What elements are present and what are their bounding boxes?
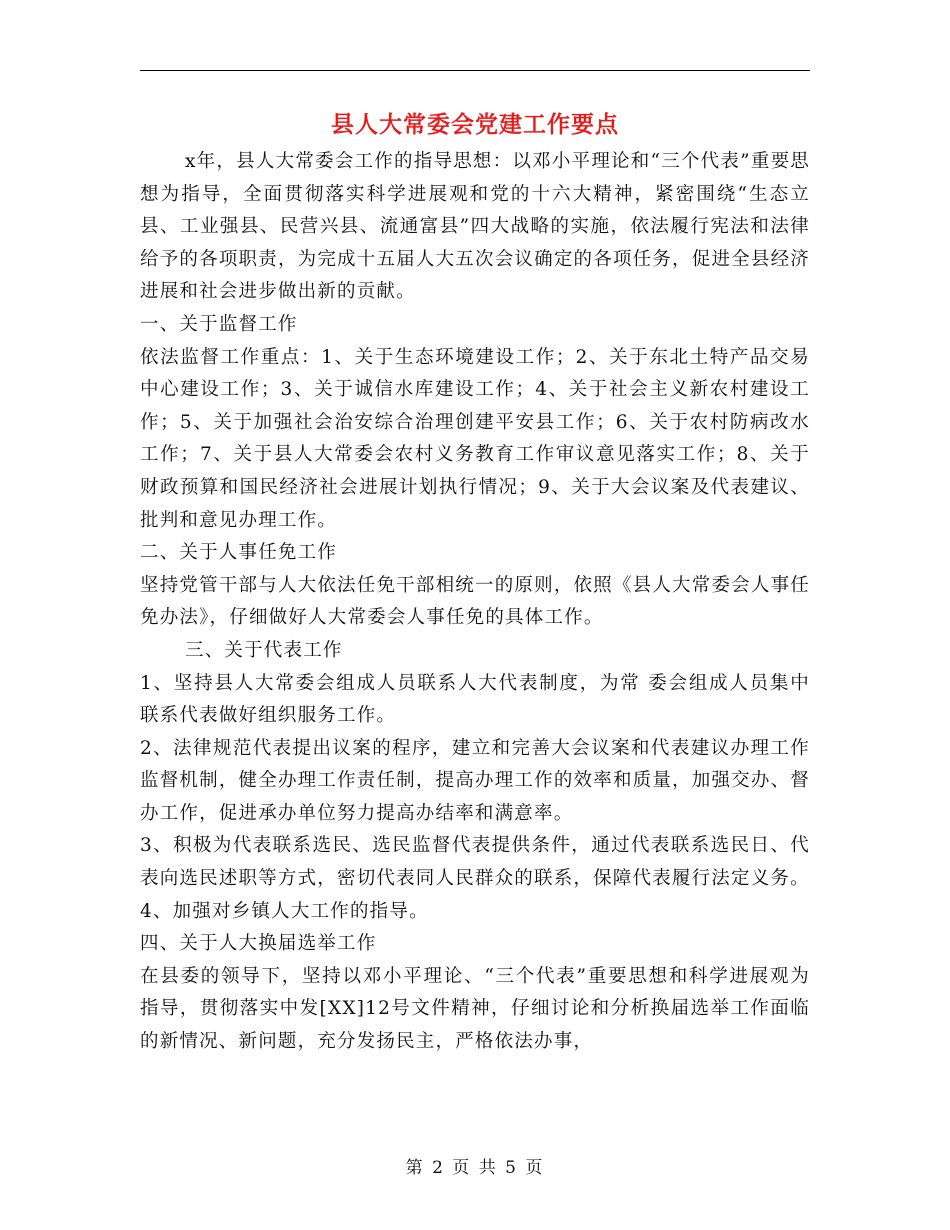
- document-title: 县人大常委会党建工作要点: [331, 111, 619, 138]
- document-body: [140, 146, 810, 1059]
- deputies-item-4: 4、加强对乡镇人大工作的指导。: [140, 900, 429, 922]
- deputies-item-2: 2、法律规范代表提出议案的程序，建立和完善大会议案和代表建议办理工作监督机制，健全办理工作责任制，提高办理工作的效率和质量，加强交办、督办工作，促进承办单位努力提高办结率和满意率。: [140, 737, 810, 824]
- header-rule: [140, 70, 810, 71]
- deputies-item-3: 3、积极为代表联系选民、选民监督代表提供条件，通过代表联系选民日、代表向选民述职等方式，密切代表同人民群众的联系，保障代表履行法定义务。: [140, 835, 810, 890]
- section-heading-supervision: 一、关于监督工作: [140, 313, 298, 335]
- section-heading-personnel: 二、关于人事任免工作: [140, 542, 338, 564]
- deputies-item-1: 1、坚持县人大常委会组成人员联系人大代表制度，为常 委会组成人员集中联系代表做好组织服务工作。: [140, 672, 810, 727]
- section-heading-deputies: 三、关于代表工作: [185, 639, 343, 661]
- election-paragraph: 在县委的领导下，坚持以邓小平理论、“三个代表”重要思想和科学进展观为指导，贯彻落实中发[XX]12号文件精神，仔细讨论和分析换届选举工作面临的新情况、新问题，充分发扬民主，严格依法办事，: [140, 965, 810, 1053]
- supervision-paragraph: 依法监督工作重点：1、关于生态环境建设工作；2、关于东北土特产品交易中心建设工作；3、关于诚信水库建设工作；4、关于社会主义新农村建设工作；5、关于加强社会治安综合治理创建平安县工作；6、关于农村防病改水工作；7、关于县人大常委会农村义务教育工作审议意见落实工作；8、关于财政预算和国民经济社会进展计划执行情况；9、关于大会议案及代表建议、批判和意见办理工作。: [140, 346, 810, 531]
- personnel-paragraph: 坚持党管干部与人大依法任免干部相统一的原则，依照《县人大常委会人事任免办法》，仔细做好人大常委会人事任免的具体工作。: [140, 574, 810, 629]
- section-heading-election: 四、关于人大换届选举工作: [140, 933, 377, 955]
- page-number: 第 2 页 共 5 页: [405, 1158, 545, 1178]
- intro-paragraph: x年，县人大常委会工作的指导思想：以邓小平理论和“三个代表”重要思想为指导，全面贯彻落实科学进展观和党的十六大精神，紧密围绕“生态立县、工业强县、民营兴县、流通富县”四大战略的实施，依法履行宪法和法律给予的各项职责，为完成十五届人大五次会议确定的各项任务，促进全县经济进展和社会进步做出新的贡献。: [140, 151, 810, 303]
